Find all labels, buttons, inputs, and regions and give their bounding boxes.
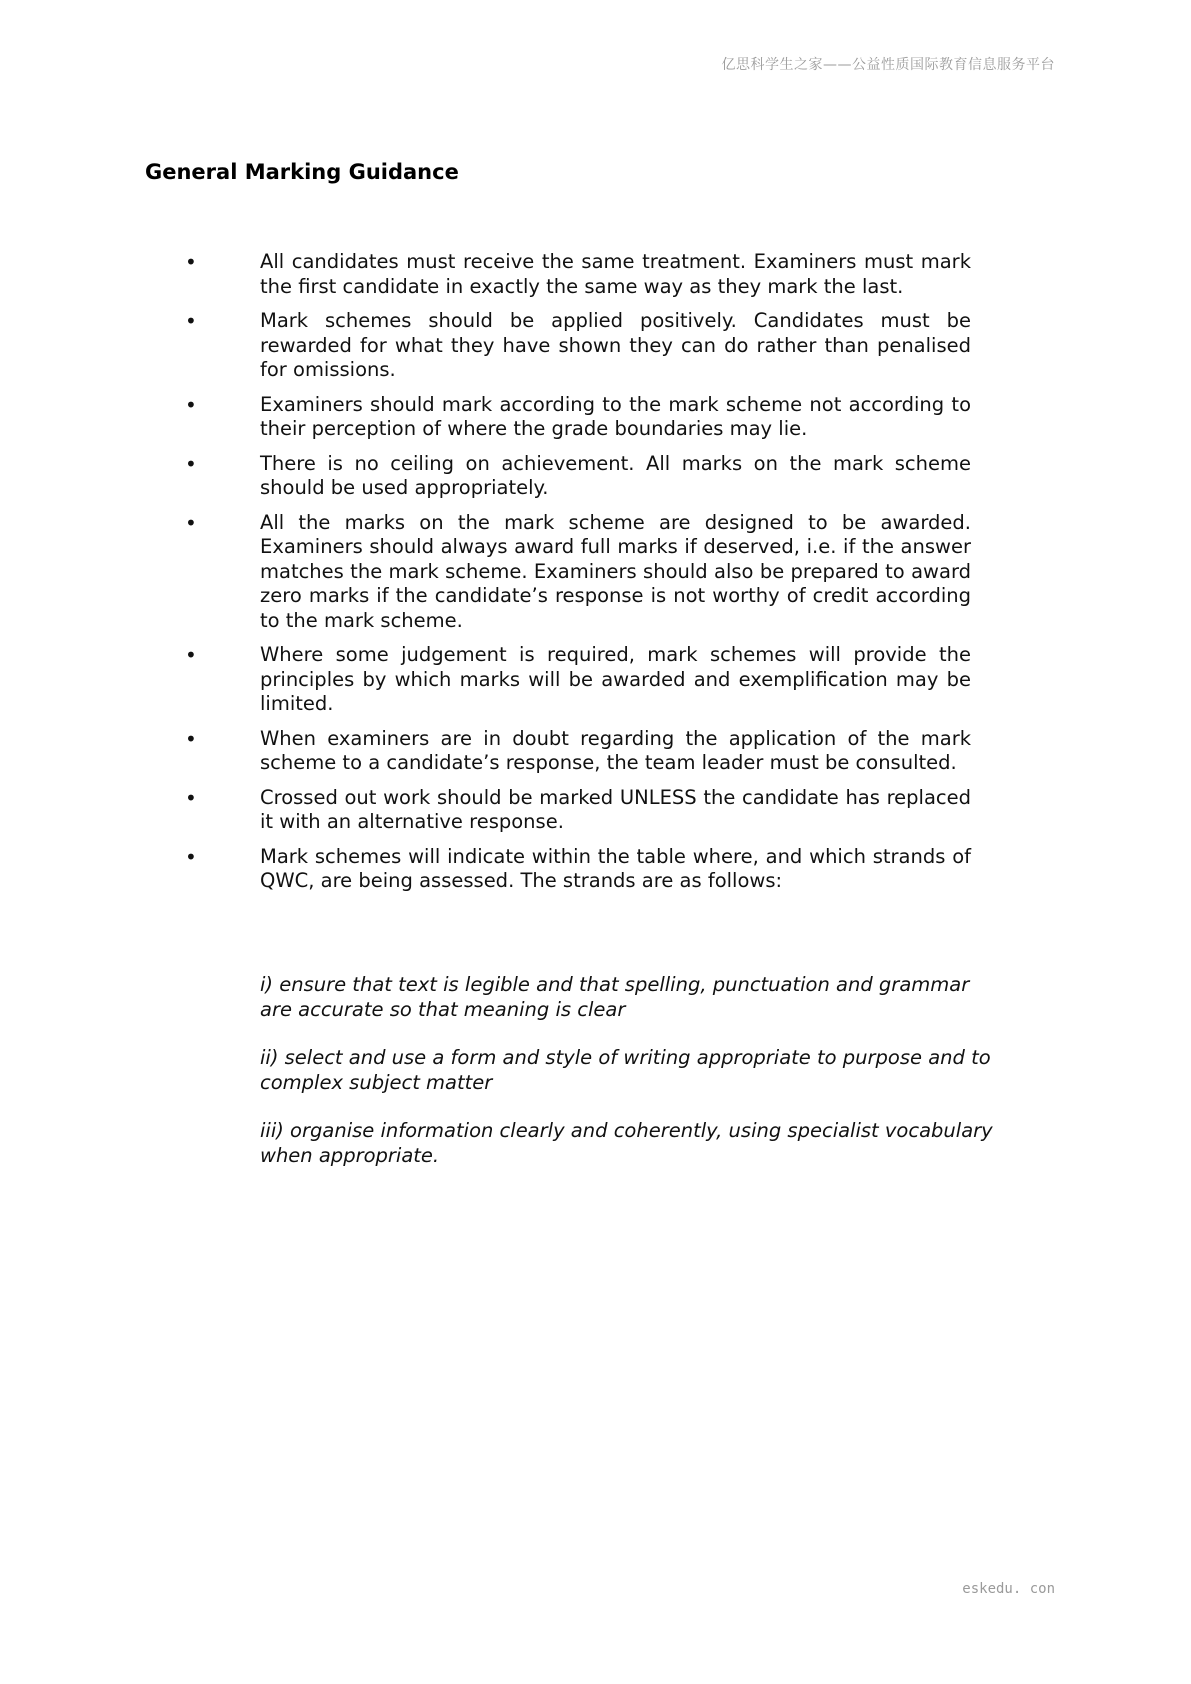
guidance-text-8: Crossed out work should be marked UNLESS the candidate has replaced it with an alternative response. (260, 785, 971, 833)
guidance-text-1: All candidates must receive the same treatment. Examiners must mark the first candidate in exactly the same way as they mark the last. (260, 250, 971, 298)
footer-watermark: eskedu. con (962, 1581, 1055, 1597)
guidance-item-8 (185, 786, 971, 835)
guidance-item-1 (185, 250, 971, 299)
guidance-text-5: All the marks on the mark scheme are designed to be awarded. Examiners should always award full marks if deserved, i.e. if the answer matches the mark scheme. Examiners should also be prepared to award zero marks if the candidate’s response is not worthy of credit according to the mark scheme. (260, 510, 971, 632)
qwc-strand-1: i) ensure that text is legible and that spelling, punctuation and grammar are accurate so that meaning is clear (260, 973, 970, 1021)
header-watermark: 亿思科学生之家——公益性质国际教育信息服务平台 (721, 57, 1055, 73)
guidance-text-2: Mark schemes should be applied positively. Candidates must be rewarded for what they have shown they can do rather than penalised for omissions. (260, 309, 971, 381)
guidance-item-4 (185, 452, 971, 501)
qwc-strand-3: iii) organise information clearly and coherently, using specialist vocabulary when appropriate. (260, 1119, 993, 1167)
guidance-item-5 (185, 511, 971, 634)
bullet-icon: • (185, 250, 197, 274)
guidance-text-6: Where some judgement is required, mark schemes will provide the principles by which marks will be awarded and exemplification may be limited. (260, 643, 971, 715)
bullet-icon: • (185, 451, 197, 476)
guidance-item-6 (185, 643, 971, 717)
qwc-strand-2: ii) select and use a form and style of writing appropriate to purpose and to complex subject matter (260, 1046, 991, 1094)
guidance-item-3 (185, 393, 971, 442)
bullet-icon: • (185, 785, 197, 810)
guidance-text-7: When examiners are in doubt regarding the application of the mark scheme to a candidate’s response, the team leader must be consulted. (260, 726, 971, 774)
page-title: General Marking Guidance (145, 160, 459, 184)
guidance-item-7 (185, 727, 971, 776)
bullet-icon: • (185, 309, 197, 333)
guidance-text-4: There is no ceiling on achievement. All marks on the mark scheme should be used appropriately. (260, 451, 971, 499)
bullet-icon: • (185, 726, 197, 751)
guidance-item-9 (185, 845, 971, 894)
qwc-strands (260, 973, 1000, 1192)
guidance-text-9: Mark schemes will indicate within the table where, and which strands of QWC, are being assessed. The strands are as follows: (260, 844, 971, 892)
guidance-list (185, 250, 971, 904)
guidance-text-3: Examiners should mark according to the mark scheme not according to their perception of where the grade boundaries may lie. (260, 392, 971, 440)
bullet-icon: • (185, 510, 197, 535)
guidance-item-2 (185, 309, 971, 383)
bullet-icon: • (185, 392, 197, 417)
bullet-icon: • (185, 844, 197, 869)
bullet-icon: • (185, 643, 197, 667)
